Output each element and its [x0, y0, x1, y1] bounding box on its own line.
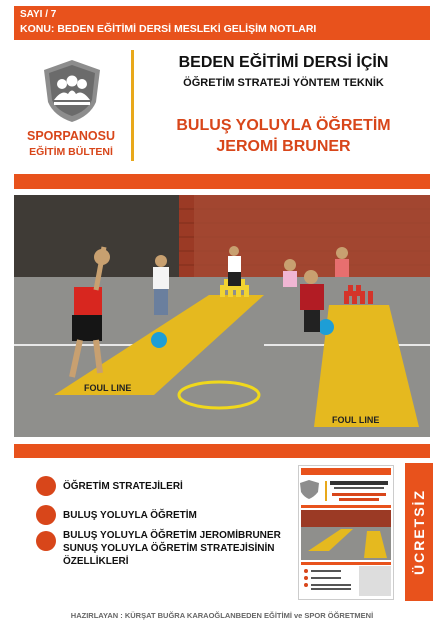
free-label: ÜCRETSİZ	[411, 489, 427, 575]
bullet-dot	[36, 531, 56, 551]
topic-line: KONU: BEDEN EĞİTİMİ DERSİ MESLEKİ GELİŞİM NOTLARI	[20, 23, 317, 35]
contents-item: BULUŞ YOLUYLA ÖĞRETİM	[63, 510, 197, 521]
issue-number: SAYI / 7	[20, 9, 57, 20]
cover-thumbnail-image	[299, 466, 393, 599]
contents-item: BULUŞ YOLUYLA ÖĞRETİM JEROMİBRUNER	[63, 530, 281, 541]
cover-thumbnail	[298, 465, 394, 600]
separator-bar-bottom	[14, 444, 430, 458]
top-banner	[14, 6, 430, 40]
footer-credit: HAZIRLAYAN : KÜRŞAT BUĞRA KARAOĞLANBEDEN EĞİTİMİ ve SPOR ÖĞRETMENİ	[70, 611, 374, 620]
title-line-1: BEDEN EĞİTİMİ DERSİ İÇİN	[178, 54, 389, 71]
divider-line	[131, 50, 134, 161]
lane-text-right: FOUL LINE	[332, 415, 380, 425]
brand-name: SPORPANOSU	[27, 129, 115, 143]
title-line-3: BULUŞ YOLUYLA ÖĞRETİM	[176, 117, 391, 134]
contents-item: SUNUŞ YOLUYLA ÖĞRETİM STRATEJİSİNİN	[63, 543, 275, 554]
bullet-dot	[36, 505, 56, 525]
brand-subtitle: EĞİTİM BÜLTENİ	[29, 146, 113, 158]
contents-item: ÖZELLİKLERİ	[63, 556, 129, 567]
contents-item: ÖĞRETİM STRATEJİLERİ	[63, 481, 183, 492]
separator-bar	[14, 174, 430, 189]
title-line-2: ÖĞRETİM STRATEJİ YÖNTEM TEKNİK	[183, 77, 384, 89]
title-line-4: JEROMİ BRUNER	[216, 138, 351, 155]
cover-photo	[14, 195, 430, 437]
shield-logo-icon	[40, 58, 104, 124]
bullet-dot	[36, 476, 56, 496]
lane-text-left: FOUL LINE	[84, 383, 132, 393]
free-label-bar	[405, 463, 433, 601]
